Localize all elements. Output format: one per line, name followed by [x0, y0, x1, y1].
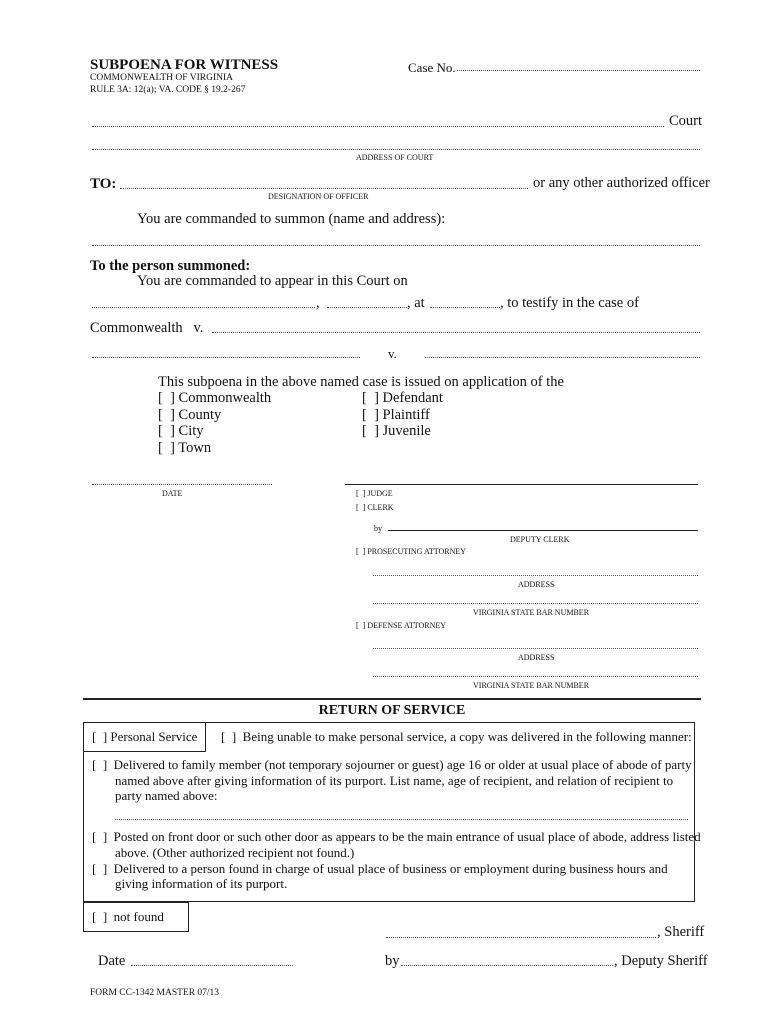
signature-line[interactable]: [345, 484, 698, 485]
family-text-2: named above after giving information of its purport. List name, age of recipient, and relation of recipient to: [115, 773, 674, 788]
case-no-label: Case No.: [408, 60, 456, 75]
officer-designation-field[interactable]: [120, 188, 528, 189]
defense-address-field[interactable]: [373, 648, 698, 649]
court-name-field[interactable]: [92, 126, 664, 127]
option-defendant[interactable]: [ ] Defendant: [362, 390, 443, 406]
business-text-2: giving information of its purport.: [115, 876, 288, 891]
at-text: , at: [407, 295, 425, 311]
family-option[interactable]: [ ] Delivered to family member (not temporary sojourner or guest) age 16 or older at usual place of abode of party: [92, 757, 692, 772]
option-juvenile[interactable]: [ ] Juvenile: [362, 423, 431, 439]
summon-name-field[interactable]: [92, 245, 700, 246]
business-option[interactable]: [ ] Delivered to a person found in charge of usual place of business or employment during business hours and: [92, 861, 668, 876]
rule-citation: RULE 3A: 12(a); VA. CODE § 19.2-267: [90, 85, 246, 95]
case-no-field[interactable]: [457, 70, 700, 71]
address-caption-2: ADDRESS: [518, 653, 555, 662]
clerk-checkbox[interactable]: [ ] CLERK: [356, 503, 394, 512]
defense-bar-field[interactable]: [373, 676, 698, 677]
option-city[interactable]: [ ] City: [158, 423, 204, 439]
not-found-option[interactable]: [ ] not found: [92, 909, 164, 924]
option-town[interactable]: [ ] Town: [158, 440, 212, 456]
summoned-heading: To the person summoned:: [90, 258, 251, 274]
v-text: v.: [388, 346, 397, 361]
option-plaintiff[interactable]: [ ] Plaintiff: [362, 407, 430, 423]
summon-command: You are commanded to summon (name and address):: [137, 211, 446, 227]
unable-option[interactable]: [ ] Being unable to make personal service, a copy was delivered in the following manner:: [221, 729, 692, 744]
sheriff-field[interactable]: [386, 937, 656, 938]
form-number: FORM CC-1342 MASTER 07/13: [90, 988, 220, 998]
posted-option[interactable]: [ ] Posted on front door or such other door as appears to be the main entrance of usual place of abode, address listed: [92, 829, 701, 844]
commonwealth-v: Commonwealth v.: [90, 320, 204, 336]
service-date-field[interactable]: [131, 965, 293, 966]
appear-date-field[interactable]: [92, 307, 315, 308]
bar-caption-2: VIRGINIA STATE BAR NUMBER: [473, 681, 590, 690]
comma-1: ,: [316, 295, 320, 311]
plaintiff-field[interactable]: [92, 357, 360, 358]
section-divider: [83, 698, 701, 700]
bar-caption-1: VIRGINIA STATE BAR NUMBER: [473, 608, 590, 617]
deputy-clerk-caption: DEPUTY CLERK: [510, 535, 570, 544]
option-county[interactable]: [ ] County: [158, 407, 222, 423]
appear-year-field[interactable]: [327, 307, 407, 308]
personal-service-option[interactable]: [ ] Personal Service: [92, 729, 198, 744]
posted-text-2: above. (Other authorized recipient not found.): [115, 845, 355, 860]
application-intro: This subpoena in the above named case is issued on application of the: [158, 374, 564, 390]
designation-caption: DESIGNATION OF OFFICER: [268, 192, 369, 201]
prosecutor-bar-field[interactable]: [373, 603, 698, 604]
return-heading: RETURN OF SERVICE: [318, 703, 466, 718]
state-name: COMMONWEALTH OF VIRGINIA: [90, 73, 234, 83]
recipient-field[interactable]: [115, 819, 688, 820]
deputy-sheriff-label: , Deputy Sheriff: [614, 953, 708, 969]
date-caption: DATE: [162, 489, 183, 498]
service-by-label: by: [385, 953, 400, 969]
defendant-field[interactable]: [425, 357, 700, 358]
address-of-court-caption: ADDRESS OF COURT: [356, 153, 434, 162]
court-label: Court: [669, 113, 703, 129]
prosecutor-address-field[interactable]: [373, 575, 698, 576]
option-commonwealth[interactable]: [ ] Commonwealth: [158, 390, 272, 406]
address-caption-1: ADDRESS: [518, 580, 555, 589]
service-date-label: Date: [98, 953, 126, 969]
deputy-clerk-line[interactable]: [388, 530, 698, 531]
by-caption: by: [374, 524, 382, 533]
or-authorized-officer: or any other authorized officer: [533, 175, 710, 191]
appear-time-field[interactable]: [430, 307, 500, 308]
family-text-3: party named above:: [115, 788, 218, 803]
defense-checkbox[interactable]: [ ] DEFENSE ATTORNEY: [356, 621, 447, 630]
judge-checkbox[interactable]: [ ] JUDGE: [356, 489, 393, 498]
form-title: SUBPOENA FOR WITNESS: [90, 57, 279, 73]
appear-text: You are commanded to appear in this Court on: [137, 273, 408, 289]
testify-text: , to testify in the case of: [500, 295, 639, 311]
court-address-field[interactable]: [92, 149, 700, 150]
case-party-field[interactable]: [212, 332, 700, 333]
date-field[interactable]: [92, 484, 272, 485]
prosecuting-checkbox[interactable]: [ ] PROSECUTING ATTORNEY: [356, 547, 467, 556]
deputy-sheriff-field[interactable]: [401, 965, 613, 966]
sheriff-label: , Sheriff: [657, 924, 705, 940]
to-label: TO:: [90, 176, 117, 192]
